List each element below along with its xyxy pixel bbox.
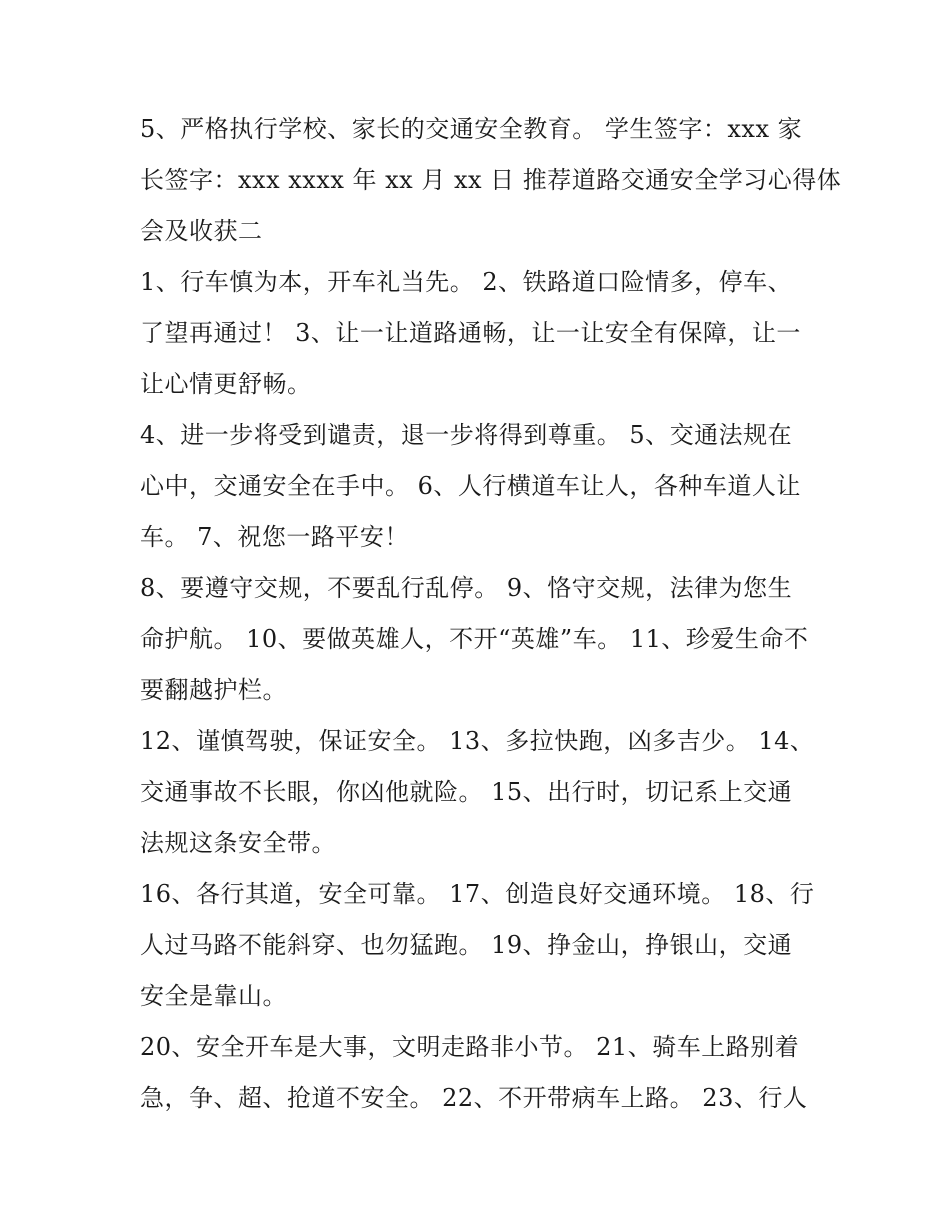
text-line: 让心情更舒畅。 <box>140 370 312 398</box>
paragraph-slogans-4-7 <box>140 410 812 563</box>
text-line: 人过马路不能斜穿、也勿猛跑。 19、挣金山，挣银山，交通 <box>140 931 793 959</box>
text-line: 长签字：xxx xxxx 年 xx 月 xx 日 推荐道路交通安全学习心得体 <box>140 166 842 194</box>
text-line: 8、要遵守交规，不要乱行乱停。 9、恪守交规，法律为您生 <box>140 574 793 602</box>
document-body <box>140 104 842 1124</box>
text-line: 会及收获二 <box>140 217 263 245</box>
text-line: 心中，交通安全在手中。 6、人行横道车让人，各种车道人让 <box>140 472 801 500</box>
paragraph-slogans-16-19 <box>140 869 815 1022</box>
text-line: 急，争、超、抢道不安全。 22、不开带病车上路。 23、行人 <box>140 1084 808 1112</box>
text-line: 了望再通过！ 3、让一让道路通畅，让一让安全有保障，让一 <box>140 319 801 347</box>
text-line: 安全是靠山。 <box>140 982 287 1010</box>
paragraph-slogans-8-11 <box>140 563 812 716</box>
text-line: 12、谨慎驾驶，保证安全。 13、多拉快跑，凶多吉少。 14、 <box>140 727 815 755</box>
text-line: 法规这条安全带。 <box>140 829 336 857</box>
text-line: 车。 7、祝您一路平安！ <box>140 523 409 551</box>
text-line: 要翻越护栏。 <box>140 676 287 704</box>
paragraph-slogans-12-15 <box>140 716 815 869</box>
paragraph-slogans-20-23 <box>140 1022 812 1124</box>
paragraph-pledge <box>140 104 842 257</box>
text-line: 16、各行其道，安全可靠。 17、创造良好交通环境。 18、行 <box>140 880 815 908</box>
text-line: 5、严格执行学校、家长的交通安全教育。 学生签字：xxx 家 <box>140 115 803 143</box>
text-line: 20、安全开车是大事，文明走路非小节。 21、骑车上路别着 <box>140 1033 800 1061</box>
text-line: 1、行车慎为本，开车礼当先。 2、铁路道口险情多，停车、 <box>140 268 793 296</box>
text-line: 命护航。 10、要做英雄人，不开“英雄”车。 11、珍爱生命不 <box>140 625 809 653</box>
paragraph-slogans-1-3 <box>140 257 812 410</box>
text-line: 交通事故不长眼，你凶他就险。 15、出行时，切记系上交通 <box>140 778 793 806</box>
text-line: 4、进一步将受到谴责，退一步将得到尊重。 5、交通法规在 <box>140 421 793 449</box>
